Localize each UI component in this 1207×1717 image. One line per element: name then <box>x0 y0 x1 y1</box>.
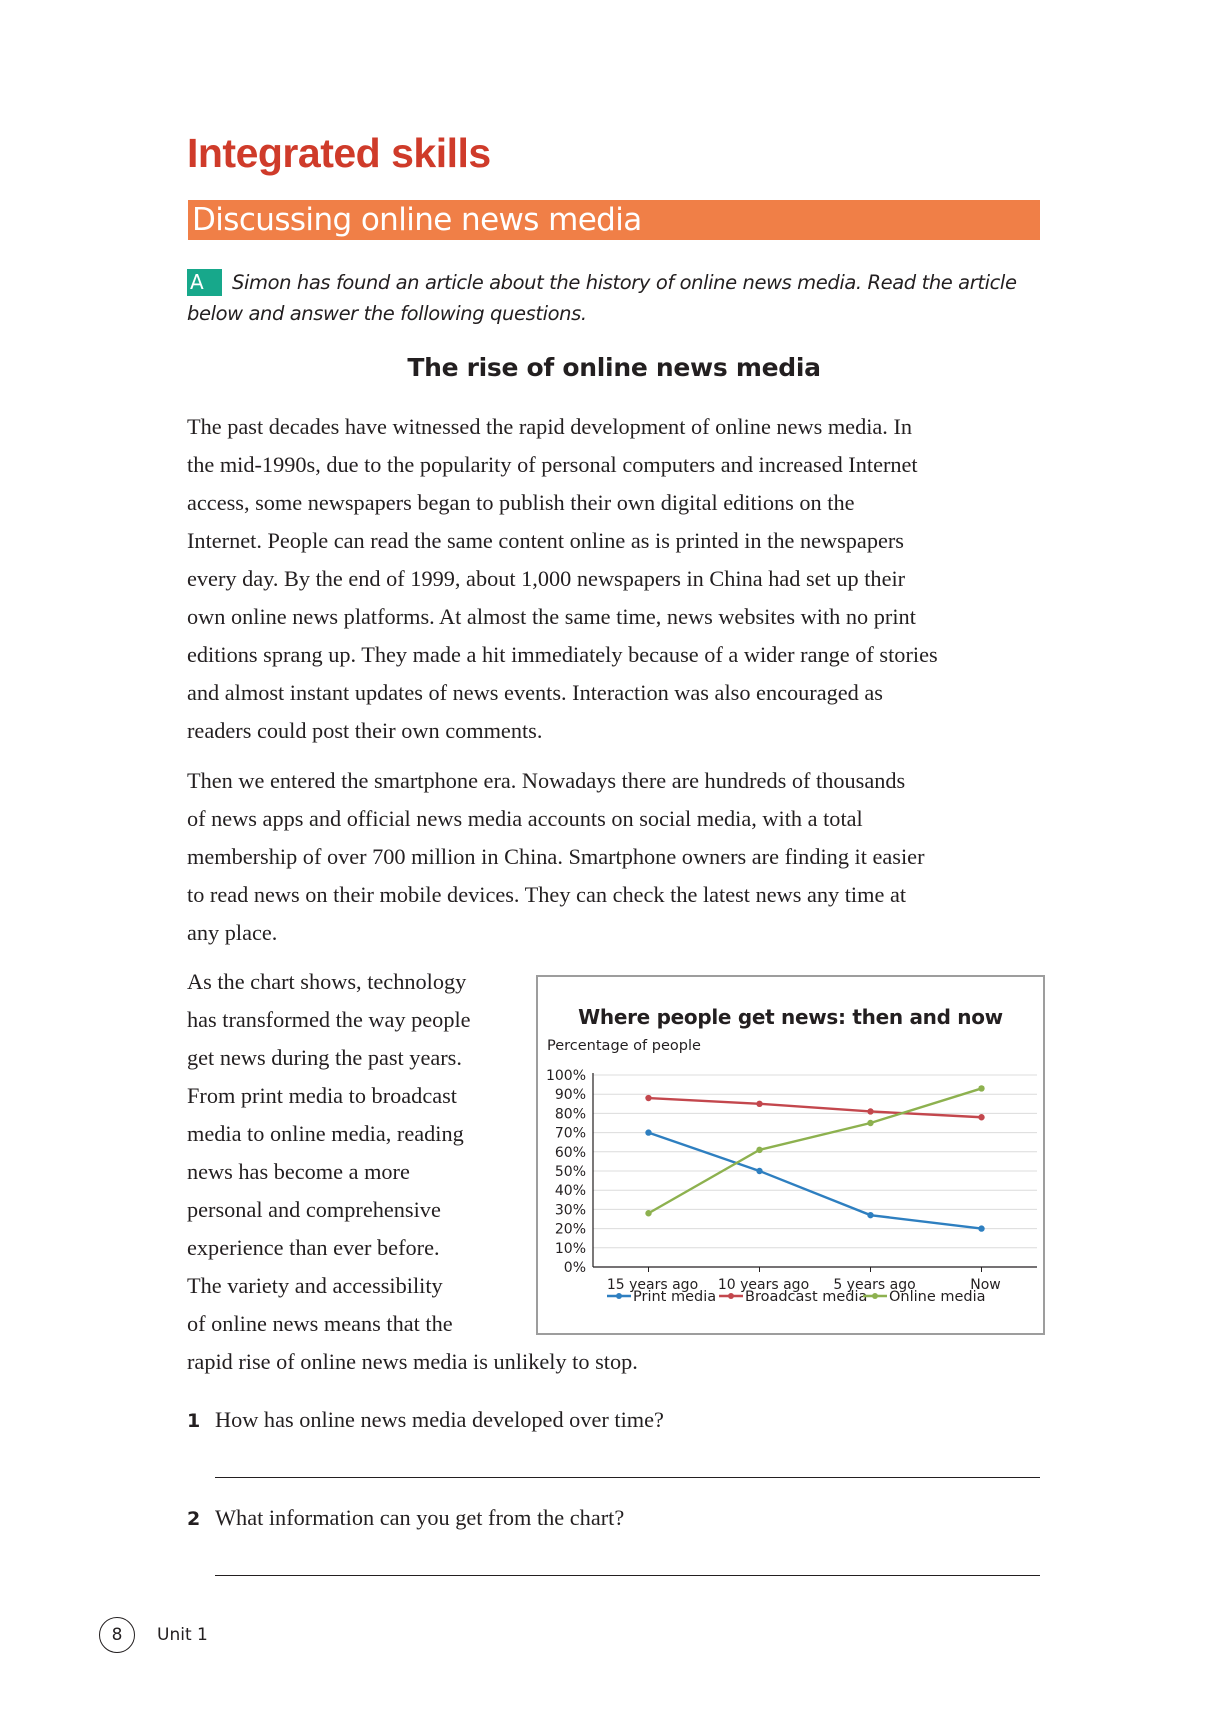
section-title: Integrated skills <box>187 130 491 176</box>
data-point <box>978 1225 984 1231</box>
y-tick-label: 50% <box>554 1164 586 1180</box>
unit-label: Unit 1 <box>157 1625 208 1645</box>
y-tick-label: 80% <box>554 1106 586 1123</box>
text-line: own online news platforms. At almost the same time, news websites with no print <box>187 604 916 629</box>
article-paragraph-1 <box>187 408 1047 750</box>
legend-swatch-marker <box>616 1293 622 1299</box>
y-tick-label: 40% <box>554 1183 586 1200</box>
text-line: personal and comprehensive <box>187 1197 441 1222</box>
banner-title: Discussing online news media <box>192 202 642 238</box>
text-line: As the chart shows, technology <box>187 969 467 994</box>
chart-y-axis-label: Percentage of people <box>547 1038 701 1054</box>
data-point <box>645 1095 651 1101</box>
text-line: any place. <box>187 920 278 945</box>
y-tick-label: 10% <box>554 1240 586 1257</box>
x-tick-label: 15 years ago <box>606 1277 699 1293</box>
data-point <box>978 1085 984 1091</box>
text-line: experience than ever before. <box>187 1235 440 1260</box>
text-line: get news during the past years. <box>187 1045 462 1070</box>
task-instruction: Simon has found an article about the history of online news media. Read the article below and answer the following questions. <box>187 271 1017 325</box>
text-line: every day. By the end of 1999, about 1,000 newspapers in China had set up their <box>187 566 906 591</box>
text-line: editions sprang up. They made a hit immediately because of a wider range of stories <box>187 642 938 667</box>
y-tick-label: 0% <box>563 1260 586 1276</box>
question-2 <box>187 1503 624 1534</box>
question-number: 2 <box>187 1508 201 1530</box>
question-text: What information can you get from the chart? <box>215 1505 625 1530</box>
text-line: The past decades have witnessed the rapid development of online news media. In <box>187 414 913 439</box>
series-line-print-media <box>649 1133 982 1229</box>
x-tick-label: 10 years ago <box>717 1277 810 1293</box>
text-line: Internet. People can read the same content online as is printed in the newspapers <box>187 528 904 553</box>
article-paragraph-2 <box>187 762 1047 952</box>
y-tick-label: 90% <box>554 1087 586 1104</box>
text-line: access, some newspapers began to publish their own digital editions on the <box>187 490 855 515</box>
y-tick-label: 70% <box>554 1125 586 1142</box>
series-line-broadcast-media <box>649 1098 982 1117</box>
question-text: How has online news media developed over time? <box>215 1407 664 1432</box>
y-tick-label: 30% <box>554 1202 586 1219</box>
text-line: media to online media, reading <box>187 1121 464 1146</box>
text-line: news has become a more <box>187 1159 410 1184</box>
answer-line-2[interactable] <box>215 1575 1040 1576</box>
data-point <box>645 1210 651 1216</box>
article-title: The rise of online news media <box>407 353 821 382</box>
y-tick-label: 60% <box>554 1144 586 1161</box>
text-line: and almost instant updates of news events. Interaction was also encouraged as <box>187 680 883 705</box>
legend-swatch-marker <box>728 1293 734 1299</box>
x-tick-label: 5 years ago <box>833 1277 916 1293</box>
answer-line-1[interactable] <box>215 1477 1040 1478</box>
legend-label: Online media <box>889 1289 986 1305</box>
text-line: readers could post their own comments. <box>187 718 543 743</box>
data-point <box>756 1147 762 1153</box>
y-tick-label: 100% <box>545 1068 586 1084</box>
x-tick-label: Now <box>970 1277 1001 1293</box>
data-point <box>867 1212 873 1218</box>
chart-plot <box>538 977 1043 1333</box>
data-point <box>756 1168 762 1174</box>
text-line: The variety and accessibility <box>187 1273 443 1298</box>
question-1 <box>187 1405 664 1436</box>
page-number: 8 <box>99 1617 135 1653</box>
y-tick-label: 20% <box>554 1221 586 1238</box>
data-point <box>867 1108 873 1114</box>
section-banner <box>188 200 1040 240</box>
data-point <box>978 1114 984 1120</box>
legend-swatch-marker <box>872 1293 878 1299</box>
text-line: rapid rise of online news media is unlikely to stop. <box>187 1349 638 1374</box>
text-line: of online news means that the <box>187 1311 453 1336</box>
data-point <box>645 1129 651 1135</box>
text-line: has transformed the way people <box>187 1007 471 1032</box>
chart-title: Where people get news: then and now <box>578 1005 1003 1029</box>
task-badge: A <box>187 269 222 296</box>
text-line: to read news on their mobile devices. They can check the latest news any time at <box>187 882 907 907</box>
text-line: the mid-1990s, due to the popularity of personal computers and increased Internet <box>187 452 918 477</box>
text-line: membership of over 700 million in China. Smartphone owners are finding it easier <box>187 844 925 869</box>
text-line: From print media to broadcast <box>187 1083 457 1108</box>
text-line: Then we entered the smartphone era. Nowadays there are hundreds of thousands <box>187 768 906 793</box>
legend-label: Print media <box>633 1289 717 1305</box>
text-line: of news apps and official news media accounts on social media, with a total <box>187 806 863 831</box>
question-number: 1 <box>187 1410 201 1432</box>
data-point <box>756 1101 762 1107</box>
legend-label: Broadcast media <box>745 1289 868 1305</box>
line-chart <box>536 975 1045 1335</box>
data-point <box>867 1120 873 1126</box>
